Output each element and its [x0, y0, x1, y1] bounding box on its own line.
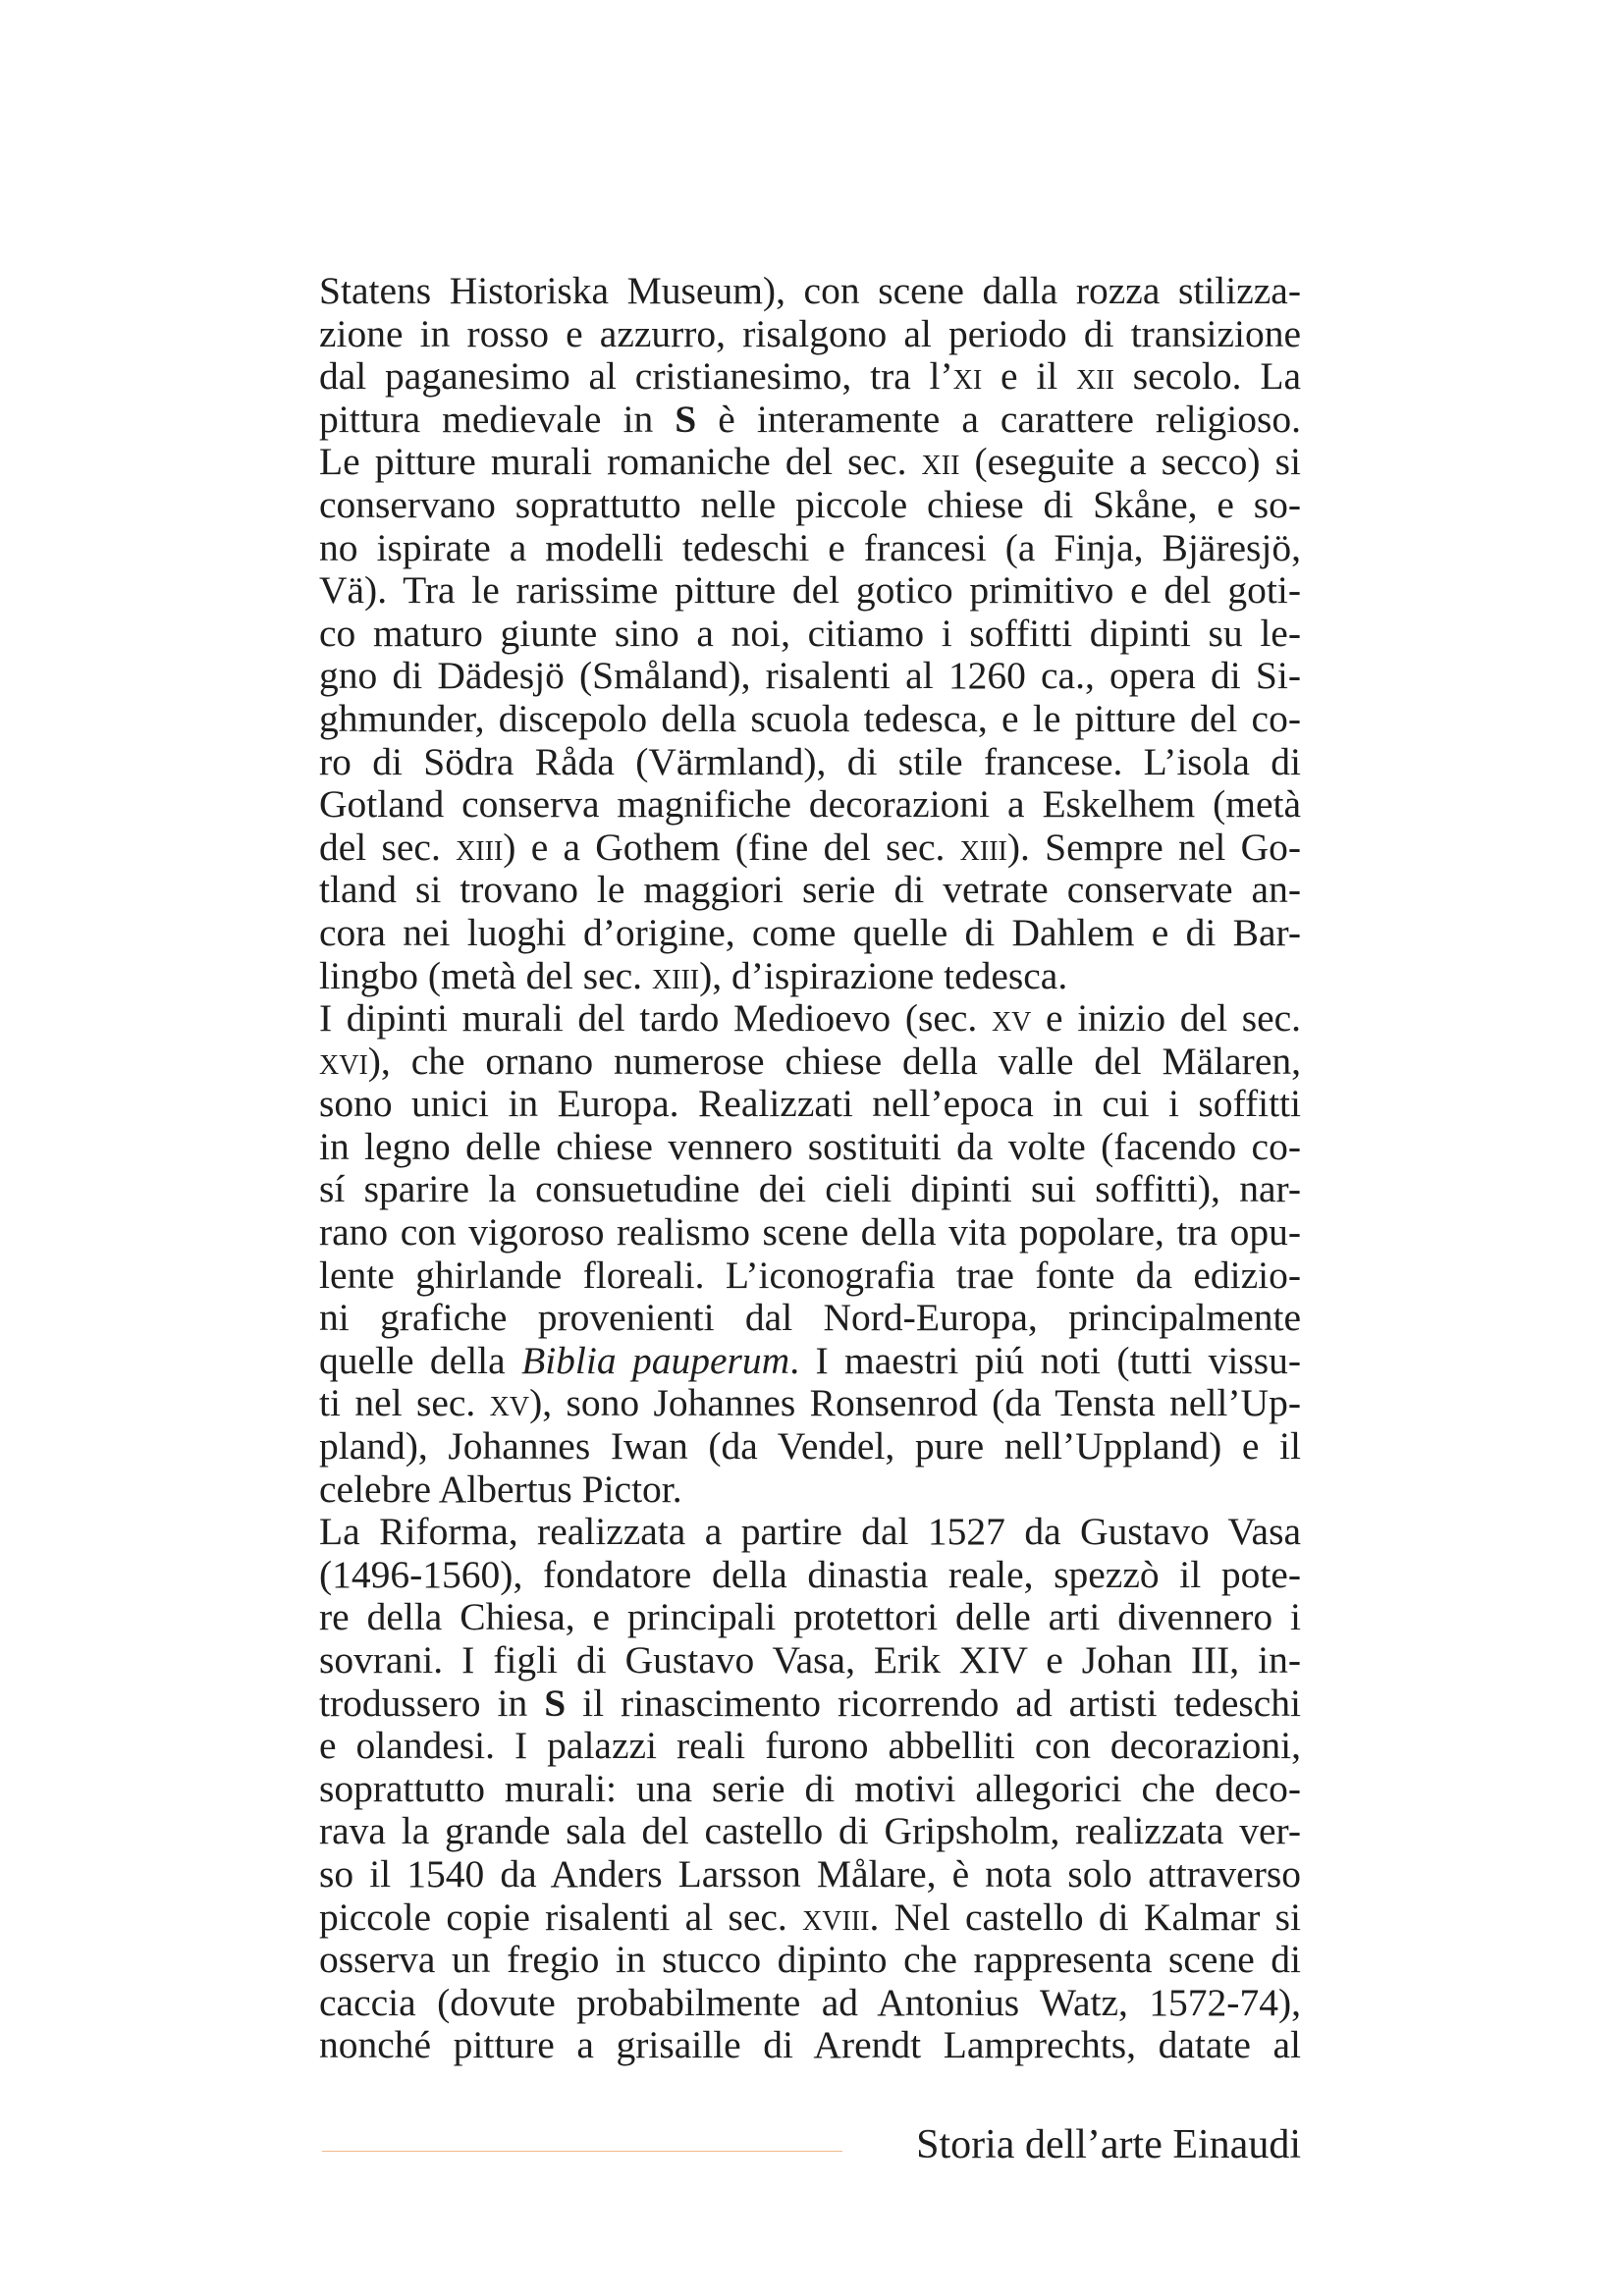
- text-line: co maturo giunte sino a noi, citiamo i soffitti dipinti su le-: [319, 611, 1301, 655]
- text-line: dal paganesimo al cristianesimo, tra l’xi e il xii secolo. La: [319, 354, 1301, 399]
- text-line: zione in rosso e azzurro, risalgono al periodo di transizione: [319, 311, 1301, 355]
- text-line: ro di Södra Råda (Värmland), di stile francese. L’isola di: [319, 739, 1301, 783]
- text-line: e olandesi. I palazzi reali furono abbelliti con decorazioni,: [319, 1724, 1301, 1768]
- text-line: pland), Johannes Iwan (da Vendel, pure nell’Uppland) e il: [319, 1424, 1301, 1468]
- text-line: tland si trovano le maggiori serie di vetrate conservate an-: [319, 868, 1301, 912]
- text-line: sono unici in Europa. Realizzati nell’epoca in cui i soffitti: [319, 1082, 1301, 1126]
- text-line: ni grafiche provenienti dal Nord-Europa, principalmente: [319, 1296, 1301, 1340]
- text-line: sí sparire la consuetudine dei cieli dipinti sui soffitti), nar-: [319, 1167, 1301, 1211]
- text-line: (1496-1560), fondatore della dinastia reale, spezzò il pote-: [319, 1552, 1301, 1596]
- text-line: lingbo (metà del sec. xiii), d’ispirazione tedesca.: [319, 953, 1068, 997]
- text-line: Statens Historiska Museum), con scene dalla rozza stilizza-: [319, 269, 1301, 312]
- footer-title: Storia dell’arte Einaudi: [916, 2122, 1301, 2167]
- text-line: conservano soprattutto nelle piccole chiese di Skåne, e so-: [319, 482, 1301, 526]
- text-line: soprattutto murali: una serie di motivi allegorici che deco-: [319, 1766, 1301, 1810]
- text-line: La Riforma, realizzata a partire dal 1527 da Gustavo Vasa: [319, 1510, 1301, 1554]
- body-text: [319, 270, 1301, 2067]
- footer-rule: [322, 2151, 842, 2152]
- text-line: lente ghirlande floreali. L’iconografia trae fonte da edizio-: [319, 1253, 1301, 1297]
- text-line: trodussero in S il rinascimento ricorrendo ad artisti tedeschi: [319, 1681, 1301, 1725]
- text-line: caccia (dovute probabilmente ad Antonius Watz, 1572-74),: [319, 1980, 1301, 2024]
- text-line: piccole copie risalenti al sec. xviii. Nel castello di Kalmar si: [319, 1895, 1301, 1939]
- text-line: cora nei luoghi d’origine, come quelle di Dahlem e di Bar-: [319, 910, 1301, 954]
- text-line: sovrani. I figli di Gustavo Vasa, Erik XIV e Johan III, in-: [319, 1638, 1301, 1682]
- text-line: re della Chiesa, e principali protettori delle arti divennero i: [319, 1595, 1301, 1639]
- text-line: rava la grande sala del castello di Gripsholm, realizzata ver-: [319, 1809, 1301, 1853]
- text-line: ghmunder, discepolo della scuola tedesca, e le pitture del co-: [319, 696, 1301, 740]
- text-line: xvi), che ornano numerose chiese della valle del Mälaren,: [319, 1039, 1301, 1083]
- text-line: Le pitture murali romaniche del sec. xii (eseguite a secco) si: [319, 440, 1301, 484]
- text-line: nonché pitture a grisaille di Arendt Lamprechts, datate al: [319, 2023, 1301, 2067]
- text-line: celebre Albertus Pictor.: [319, 1467, 682, 1511]
- text-line: osserva un fregio in stucco dipinto che rappresenta scene di: [319, 1938, 1301, 1982]
- text-line: rano con vigoroso realismo scene della vita popolare, tra opu-: [319, 1210, 1301, 1255]
- text-line: I dipinti murali del tardo Medioevo (sec. xv e inizio del sec.: [319, 996, 1302, 1041]
- text-line: del sec. xiii) e a Gothem (fine del sec. xiii). Sempre nel Go-: [319, 825, 1301, 869]
- text-line: no ispirate a modelli tedeschi e francesi (a Finja, Bjäresjö,: [319, 525, 1301, 569]
- text-line: Gotland conserva magnifiche decorazioni a Eskelhem (metà: [319, 782, 1301, 827]
- text-line: gno di Dädesjö (Småland), risalenti al 1260 ca., opera di Si-: [319, 654, 1301, 698]
- text-line: Vä). Tra le rarissime pitture del gotico primitivo e del goti-: [319, 568, 1301, 613]
- text-line: ti nel sec. xv), sono Johannes Ronsenrod (da Tensta nell’Up-: [319, 1381, 1301, 1425]
- text-line: so il 1540 da Anders Larsson Målare, è nota solo attraverso: [319, 1851, 1301, 1896]
- text-line: quelle della Biblia pauperum. I maestri piú noti (tutti vissu-: [319, 1338, 1302, 1382]
- text-line: in legno delle chiese vennero sostituiti da volte (facendo co-: [319, 1124, 1301, 1168]
- text-line: pittura medievale in S è interamente a carattere religioso.: [319, 397, 1301, 441]
